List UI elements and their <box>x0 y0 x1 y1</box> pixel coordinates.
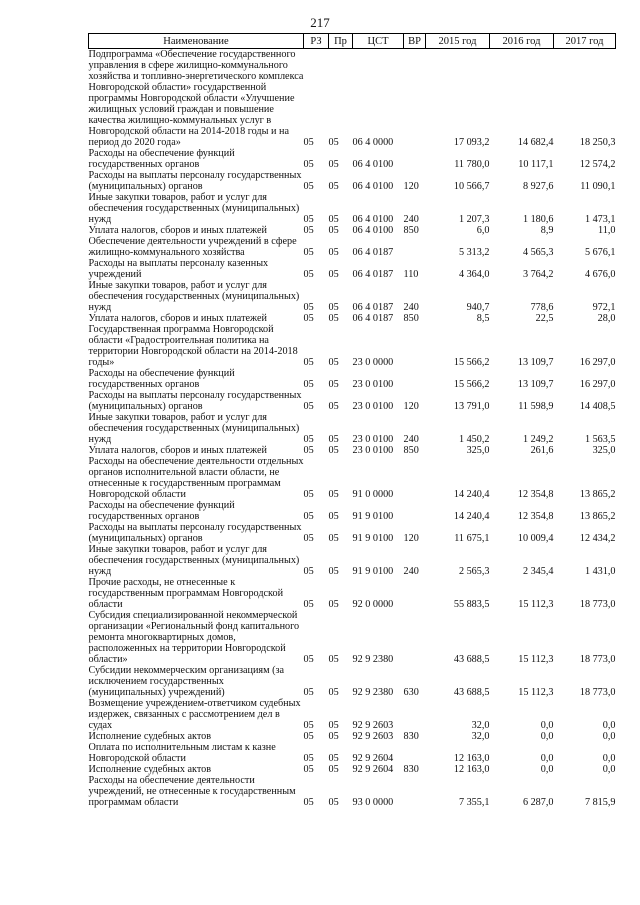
table-row <box>89 390 616 412</box>
cell-2016: 15 112,3 <box>518 599 554 610</box>
cell-name: Иные закупки товаров, работ и услуг для обеспечения государственных (муниципальных) нужд <box>88 280 300 313</box>
cell-vr <box>404 236 426 258</box>
cell-2016: 22,5 <box>535 313 554 324</box>
budget-table <box>88 33 616 808</box>
cell-rz: 05 <box>303 764 314 775</box>
cell-pr: 05 <box>328 489 339 500</box>
cell-2015: 10 566,7 <box>453 181 490 192</box>
cell-name: Обеспечение деятельности учреждений в сфере жилищно-коммунального хозяйства <box>88 236 297 258</box>
cell-name: Расходы на выплаты персоналу государственных (муниципальных) органов <box>88 522 302 544</box>
cell-vr <box>404 500 426 522</box>
cell-vr <box>404 368 426 390</box>
cell-2017: 0,0 <box>602 753 616 764</box>
cell-2015: 940,7 <box>466 302 490 313</box>
cell-2015: 13 791,0 <box>453 401 490 412</box>
cell-pr: 05 <box>328 511 339 522</box>
cell-2017: 13 865,2 <box>579 489 616 500</box>
cell-2016: 11 598,9 <box>518 401 554 412</box>
cell-2016: 8 927,6 <box>522 181 554 192</box>
cell-cst: 91 9 0100 <box>352 533 394 544</box>
cell-pr: 05 <box>328 247 339 258</box>
cell-vr <box>404 742 426 764</box>
header-cst: ЦСТ <box>353 34 404 49</box>
cell-2017: 16 297,0 <box>579 379 616 390</box>
table-row <box>89 412 616 445</box>
cell-vr: 240 <box>403 434 419 445</box>
cell-cst: 23 0 0100 <box>352 401 394 412</box>
table-row <box>89 665 616 698</box>
cell-2015: 32,0 <box>471 720 490 731</box>
cell-vr: 240 <box>403 214 419 225</box>
table-row <box>89 522 616 544</box>
cell-vr: 110 <box>403 269 419 280</box>
cell-2015: 4 364,0 <box>458 269 490 280</box>
table-row <box>89 280 616 313</box>
cell-name: Расходы на обеспечение деятельности учреждений, не отнесенные к государственным программам области <box>88 775 296 808</box>
cell-cst: 92 9 2380 <box>352 654 394 665</box>
cell-pr: 05 <box>328 302 339 313</box>
cell-2016: 1 180,6 <box>522 214 554 225</box>
cell-rz: 05 <box>303 159 314 170</box>
cell-name: Возмещение учреждением-ответчиком судебных издержек, связанных с рассмотрением дел в судах <box>88 698 301 731</box>
cell-pr: 05 <box>328 764 339 775</box>
header-2016: 2016 год <box>490 34 554 49</box>
table-row <box>89 577 616 610</box>
cell-cst: 06 4 0100 <box>352 181 394 192</box>
cell-vr <box>404 324 426 368</box>
cell-pr: 05 <box>328 269 339 280</box>
cell-name: Исполнение судебных актов <box>88 764 212 775</box>
cell-2016: 0,0 <box>540 753 554 764</box>
cell-2015: 15 566,2 <box>453 379 490 390</box>
header-rz: РЗ <box>304 34 329 49</box>
table-row <box>89 764 616 775</box>
cell-2016: 13 109,7 <box>517 357 554 368</box>
cell-2015: 14 240,4 <box>453 489 490 500</box>
table-row <box>89 170 616 192</box>
cell-2016: 10 117,1 <box>518 159 554 170</box>
cell-cst: 91 9 0100 <box>352 566 394 577</box>
cell-rz: 05 <box>303 720 314 731</box>
table-row <box>89 368 616 390</box>
cell-vr: 830 <box>403 731 419 742</box>
cell-cst: 92 9 2603 <box>352 720 394 731</box>
cell-2015: 17 093,2 <box>453 137 490 148</box>
cell-2015: 11 780,0 <box>454 159 490 170</box>
cell-2017: 0,0 <box>602 720 616 731</box>
cell-name: Государственная программа Новгородской области «Градостроительная политика на территории Новгородской области на 2014-2018 годы» <box>88 324 298 368</box>
cell-vr: 120 <box>403 181 419 192</box>
cell-2017: 18 250,3 <box>579 137 616 148</box>
cell-pr: 05 <box>328 159 339 170</box>
table-row <box>89 445 616 456</box>
cell-name: Расходы на обеспечение функций государственных органов <box>88 368 235 390</box>
cell-name: Расходы на выплаты персоналу государственных (муниципальных) органов <box>88 170 302 192</box>
cell-cst: 06 4 0000 <box>352 137 394 148</box>
cell-2016: 13 109,7 <box>517 379 554 390</box>
cell-rz: 05 <box>303 401 314 412</box>
cell-name: Расходы на обеспечение функций государственных органов <box>88 500 235 522</box>
cell-2017: 18 773,0 <box>579 687 616 698</box>
cell-cst: 91 0 0000 <box>352 489 394 500</box>
cell-vr: 120 <box>403 533 419 544</box>
cell-name: Расходы на выплаты персоналу государственных (муниципальных) органов <box>88 390 302 412</box>
page-number: 217 <box>310 15 330 30</box>
cell-2015: 1 207,3 <box>458 214 490 225</box>
cell-2015: 1 450,2 <box>458 434 490 445</box>
table-row <box>89 775 616 808</box>
cell-2017: 5 676,1 <box>584 247 616 258</box>
cell-2017: 4 676,0 <box>584 269 616 280</box>
table-row <box>89 258 616 280</box>
cell-pr: 05 <box>328 533 339 544</box>
header-2017: 2017 год <box>554 34 616 49</box>
cell-rz: 05 <box>303 269 314 280</box>
cell-rz: 05 <box>303 214 314 225</box>
cell-2015: 5 313,2 <box>458 247 490 258</box>
cell-rz: 05 <box>303 599 314 610</box>
cell-name: Расходы на обеспечение функций государственных органов <box>88 148 235 170</box>
cell-2015: 15 566,2 <box>453 357 490 368</box>
cell-cst: 23 0 0100 <box>352 445 394 456</box>
cell-2017: 11 090,1 <box>580 181 616 192</box>
cell-2016: 15 112,3 <box>518 654 554 665</box>
table-body <box>89 49 616 809</box>
header-name: Наименование <box>89 34 304 49</box>
cell-2017: 16 297,0 <box>579 357 616 368</box>
cell-pr: 05 <box>328 753 339 764</box>
table-row <box>89 610 616 665</box>
cell-pr: 05 <box>328 313 339 324</box>
cell-pr: 05 <box>328 654 339 665</box>
cell-vr: 850 <box>403 445 419 456</box>
cell-name: Уплата налогов, сборов и иных платежей <box>88 313 267 324</box>
cell-2016: 0,0 <box>540 731 554 742</box>
cell-2017: 11,0 <box>598 225 616 236</box>
cell-2016: 14 682,4 <box>517 137 554 148</box>
cell-cst: 06 4 0187 <box>352 269 394 280</box>
cell-name: Расходы на обеспечение деятельности отдельных органов исполнительной власти области, не отнесенные к государственным программам Новгородской области <box>88 456 304 500</box>
cell-cst: 06 4 0100 <box>352 225 394 236</box>
cell-pr: 05 <box>328 731 339 742</box>
cell-cst: 06 4 0187 <box>352 302 394 313</box>
cell-2017: 18 773,0 <box>579 599 616 610</box>
table-row <box>89 192 616 225</box>
cell-rz: 05 <box>303 489 314 500</box>
cell-rz: 05 <box>303 434 314 445</box>
cell-pr: 05 <box>328 687 339 698</box>
cell-name: Уплата налогов, сборов и иных платежей <box>88 225 267 236</box>
cell-2017: 28,0 <box>597 313 616 324</box>
table-row <box>89 148 616 170</box>
cell-cst: 93 0 0000 <box>352 797 394 808</box>
cell-rz: 05 <box>303 511 314 522</box>
cell-name: Субсидия специализированной некоммерческой организации «Региональный фонд капитального ремонта многоквартирных домов, расположенных на территории Новгородской области» <box>88 610 300 665</box>
cell-cst: 23 0 0000 <box>352 357 394 368</box>
cell-cst: 92 0 0000 <box>352 599 394 610</box>
cell-2016: 8,9 <box>540 225 554 236</box>
cell-cst: 23 0 0100 <box>352 434 394 445</box>
cell-vr <box>404 49 426 149</box>
cell-pr: 05 <box>328 434 339 445</box>
cell-pr: 05 <box>328 357 339 368</box>
cell-2016: 12 354,8 <box>517 489 554 500</box>
cell-cst: 92 9 2380 <box>352 687 394 698</box>
cell-2015: 8,5 <box>476 313 490 324</box>
cell-vr: 830 <box>403 764 419 775</box>
cell-pr: 05 <box>328 214 339 225</box>
cell-2015: 55 883,5 <box>453 599 490 610</box>
cell-vr <box>404 610 426 665</box>
cell-cst: 23 0 0100 <box>352 379 394 390</box>
cell-name: Иные закупки товаров, работ и услуг для обеспечения государственных (муниципальных) нужд <box>88 412 300 445</box>
cell-2015: 14 240,4 <box>453 511 490 522</box>
cell-vr <box>404 698 426 731</box>
table-row <box>89 698 616 731</box>
cell-2016: 6 287,0 <box>522 797 554 808</box>
cell-pr: 05 <box>328 720 339 731</box>
cell-2017: 18 773,0 <box>579 654 616 665</box>
cell-2015: 12 163,0 <box>453 753 490 764</box>
cell-cst: 06 4 0187 <box>352 247 394 258</box>
cell-rz: 05 <box>303 357 314 368</box>
cell-2017: 325,0 <box>592 445 616 456</box>
cell-rz: 05 <box>303 445 314 456</box>
cell-rz: 05 <box>303 753 314 764</box>
table-row <box>89 500 616 522</box>
cell-cst: 06 4 0100 <box>352 214 394 225</box>
cell-pr: 05 <box>328 445 339 456</box>
table-row <box>89 456 616 500</box>
cell-2015: 6,0 <box>476 225 490 236</box>
cell-2017: 13 865,2 <box>579 511 616 522</box>
cell-pr: 05 <box>328 566 339 577</box>
cell-rz: 05 <box>303 566 314 577</box>
cell-pr: 05 <box>328 225 339 236</box>
cell-pr: 05 <box>328 379 339 390</box>
cell-pr: 05 <box>328 599 339 610</box>
cell-pr: 05 <box>328 797 339 808</box>
header-vr: ВР <box>404 34 426 49</box>
cell-vr: 240 <box>403 566 419 577</box>
cell-vr <box>404 775 426 808</box>
cell-vr: 120 <box>403 401 419 412</box>
cell-2015: 2 565,3 <box>458 566 490 577</box>
table-row <box>89 731 616 742</box>
cell-2016: 12 354,8 <box>517 511 554 522</box>
cell-rz: 05 <box>303 313 314 324</box>
cell-2016: 10 009,4 <box>517 533 554 544</box>
cell-rz: 05 <box>303 533 314 544</box>
cell-2017: 0,0 <box>602 731 616 742</box>
cell-rz: 05 <box>303 687 314 698</box>
cell-vr: 240 <box>403 302 419 313</box>
header-pr: Пр <box>329 34 353 49</box>
cell-rz: 05 <box>303 137 314 148</box>
cell-2017: 0,0 <box>602 764 616 775</box>
cell-rz: 05 <box>303 379 314 390</box>
cell-2015: 12 163,0 <box>453 764 490 775</box>
table-row <box>89 313 616 324</box>
cell-rz: 05 <box>303 225 314 236</box>
cell-2017: 12 574,2 <box>579 159 616 170</box>
cell-rz: 05 <box>303 247 314 258</box>
cell-2015: 43 688,5 <box>453 687 490 698</box>
cell-2017: 12 434,2 <box>579 533 616 544</box>
cell-name: Подпрограмма «Обеспечение государственного управления в сфере жилищно-коммунального хозяйства и топливно-энергетического комплекса Новгородской области» государственной программы Новгородской области «Улучшение жилищных условий граждан и повышение качества жилищно-коммунальных услуг в Новгородской области на 2014-2018 годы и на период до 2020 года» <box>88 49 304 148</box>
table-row <box>89 49 616 149</box>
cell-rz: 05 <box>303 731 314 742</box>
cell-name: Расходы на выплаты персоналу казенных учреждений <box>88 258 269 280</box>
cell-pr: 05 <box>328 181 339 192</box>
table-row <box>89 742 616 764</box>
cell-name: Иные закупки товаров, работ и услуг для обеспечения государственных (муниципальных) нужд <box>88 544 300 577</box>
cell-name: Субсидии некоммерческим организациям (за исключением государственных (муниципальных) учреждений) <box>88 665 285 698</box>
cell-2015: 7 355,1 <box>458 797 490 808</box>
cell-2016: 15 112,3 <box>518 687 554 698</box>
cell-cst: 06 4 0100 <box>352 159 394 170</box>
cell-2017: 1 431,0 <box>584 566 616 577</box>
table-header <box>89 34 616 49</box>
cell-cst: 92 9 2603 <box>352 731 394 742</box>
cell-vr: 630 <box>403 687 419 698</box>
cell-pr: 05 <box>328 401 339 412</box>
cell-vr: 850 <box>403 313 419 324</box>
cell-rz: 05 <box>303 654 314 665</box>
table-row <box>89 324 616 368</box>
cell-2016: 1 249,2 <box>522 434 554 445</box>
header-2015: 2015 год <box>426 34 490 49</box>
cell-vr: 850 <box>403 225 419 236</box>
cell-rz: 05 <box>303 302 314 313</box>
table-row <box>89 225 616 236</box>
cell-cst: 06 4 0187 <box>352 313 394 324</box>
table-row <box>89 544 616 577</box>
cell-2016: 2 345,4 <box>522 566 554 577</box>
cell-2015: 32,0 <box>471 731 490 742</box>
cell-2016: 0,0 <box>540 764 554 775</box>
cell-2016: 3 764,2 <box>522 269 554 280</box>
cell-2016: 4 565,3 <box>522 247 554 258</box>
cell-2016: 261,6 <box>530 445 554 456</box>
cell-2015: 11 675,1 <box>454 533 490 544</box>
cell-name: Оплата по исполнительным листам к казне Новгородской области <box>88 742 276 764</box>
cell-cst: 92 9 2604 <box>352 753 394 764</box>
cell-2017: 972,1 <box>592 302 616 313</box>
cell-2016: 778,6 <box>530 302 554 313</box>
cell-2017: 7 815,9 <box>584 797 616 808</box>
cell-name: Исполнение судебных актов <box>88 731 212 742</box>
cell-2015: 43 688,5 <box>453 654 490 665</box>
cell-vr <box>404 148 426 170</box>
cell-cst: 91 9 0100 <box>352 511 394 522</box>
cell-name: Уплата налогов, сборов и иных платежей <box>88 445 267 456</box>
cell-pr: 05 <box>328 137 339 148</box>
cell-cst: 92 9 2604 <box>352 764 394 775</box>
cell-2017: 14 408,5 <box>579 401 616 412</box>
cell-name: Прочие расходы, не отнесенные к государственным программам Новгородской области <box>88 577 284 610</box>
table-row <box>89 236 616 258</box>
cell-2017: 1 473,1 <box>584 214 616 225</box>
cell-vr <box>404 456 426 500</box>
cell-rz: 05 <box>303 181 314 192</box>
cell-2015: 325,0 <box>466 445 490 456</box>
cell-name: Иные закупки товаров, работ и услуг для обеспечения государственных (муниципальных) нужд <box>88 192 300 225</box>
cell-2016: 0,0 <box>540 720 554 731</box>
cell-rz: 05 <box>303 797 314 808</box>
cell-2017: 1 563,5 <box>584 434 616 445</box>
cell-vr <box>404 577 426 610</box>
